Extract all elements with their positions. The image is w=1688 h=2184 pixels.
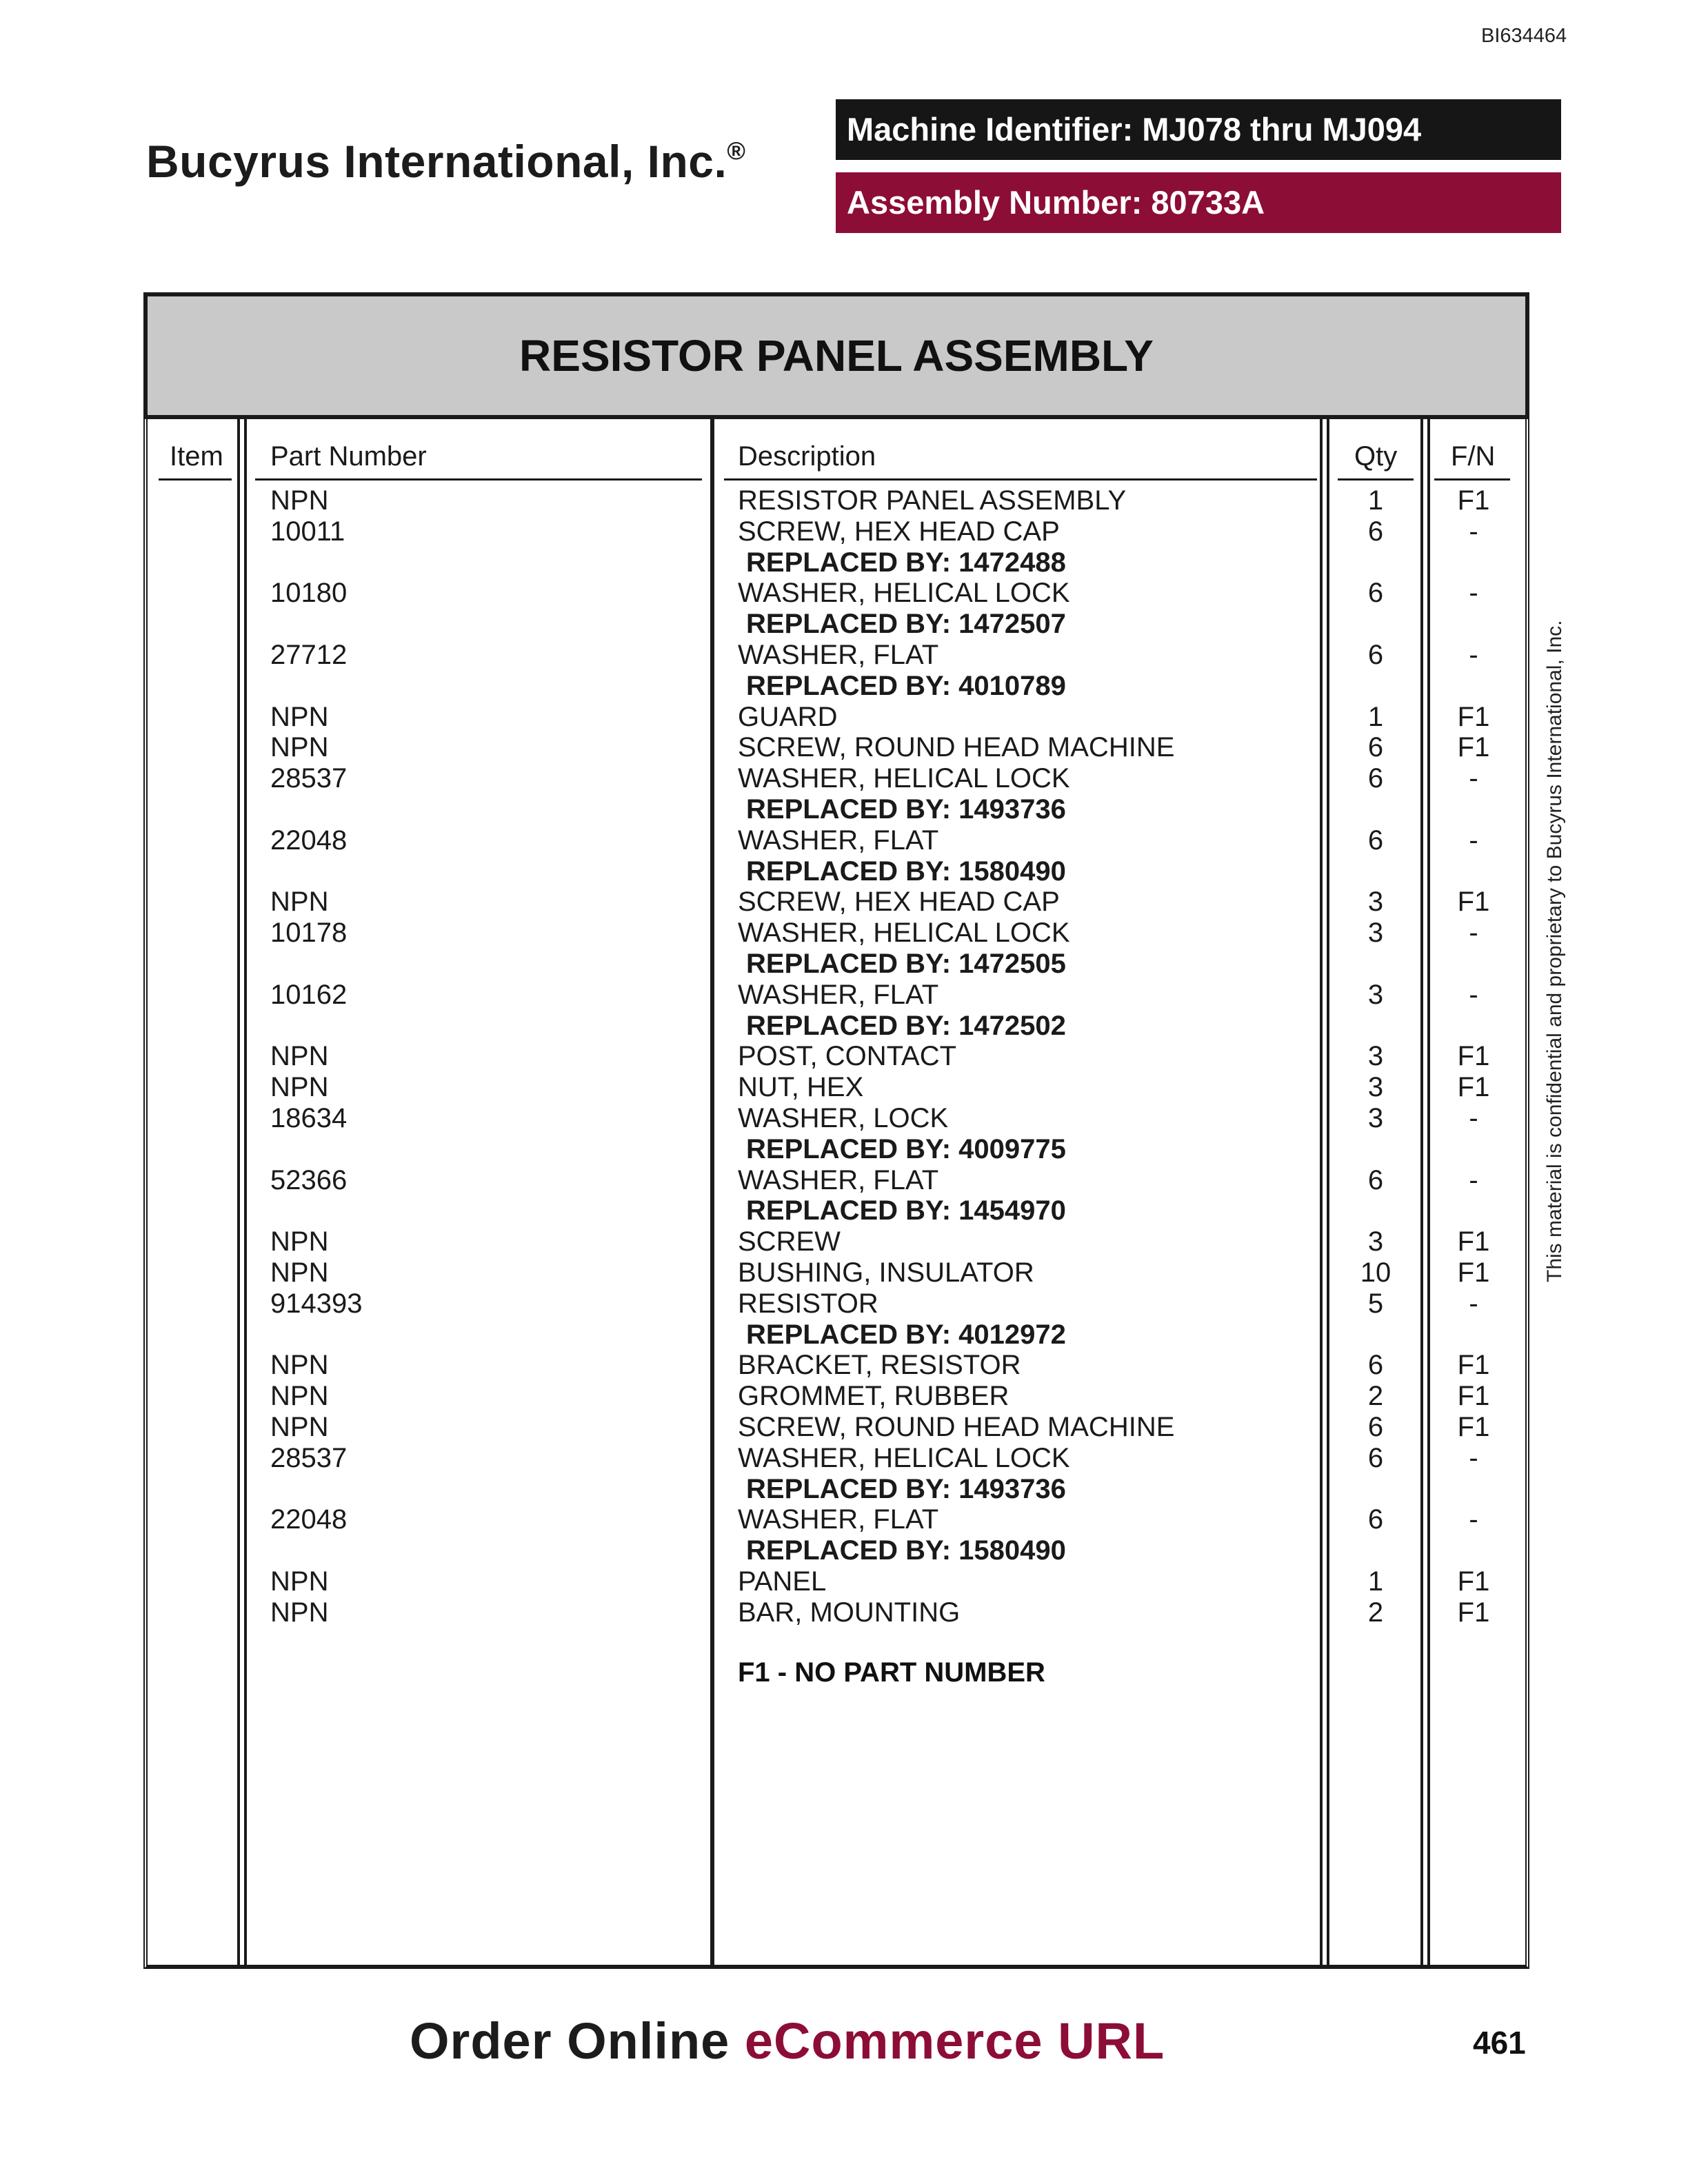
part-number-cell: NPN (270, 1257, 329, 1288)
replaced-by-note: REPLACED BY: 4009775 (746, 1133, 1066, 1164)
header-description: Description (738, 441, 876, 472)
qty-cell: 1 (1367, 701, 1384, 732)
replaced-by-note: REPLACED BY: 4012972 (746, 1319, 1066, 1350)
qty-cell: 3 (1367, 1041, 1384, 1072)
machine-identifier: Machine Identifier: MJ078 thru MJ094 (836, 99, 1561, 160)
qty-cell: 1 (1367, 1566, 1384, 1597)
part-number-cell: 22048 (270, 825, 348, 856)
replaced-by-note: REPLACED BY: 1580490 (746, 1535, 1066, 1566)
fn-cell: F1 (1457, 887, 1490, 918)
fn-cell: - (1469, 1504, 1478, 1535)
page-title: RESISTOR PANEL ASSEMBLY (143, 292, 1529, 419)
description-cell: NUT, HEX (738, 1072, 864, 1103)
fn-cell: - (1469, 640, 1478, 670)
confidentiality-note: This material is confidential and proprietary to Bucyrus International, Inc. (1543, 620, 1566, 1282)
part-number-cell: 28537 (270, 763, 348, 794)
ecommerce-url-text: eCommerce URL (744, 2012, 1165, 2070)
column-divider-item (237, 419, 247, 1969)
description-cell: WASHER, HELICAL LOCK (738, 763, 1070, 794)
part-number-cell: 914393 (270, 1288, 363, 1319)
description-cell: PANEL (738, 1566, 827, 1597)
fn-cell: - (1469, 918, 1478, 949)
fn-cell: - (1469, 763, 1478, 794)
order-online-link[interactable] (410, 2012, 1165, 2070)
part-number-cell: NPN (270, 1597, 329, 1628)
part-number-cell: 10011 (270, 516, 345, 547)
fn-cell: F1 (1457, 1412, 1490, 1442)
qty-cell: 10 (1360, 1257, 1391, 1288)
qty-cell: 3 (1367, 1072, 1384, 1103)
header-qty: Qty (1354, 441, 1398, 472)
order-online-text: Order Online (410, 2012, 745, 2070)
qty-cell: 6 (1367, 732, 1384, 763)
fn-cell: F1 (1457, 732, 1490, 763)
part-number-cell: 22048 (270, 1504, 348, 1535)
part-number-cell: 27712 (270, 640, 348, 670)
fn-cell: - (1469, 516, 1478, 547)
header-rule (724, 478, 1317, 481)
fn-cell: F1 (1457, 1350, 1490, 1381)
description-cell: WASHER, FLAT (738, 1504, 939, 1535)
replaced-by-note: REPLACED BY: 1472502 (746, 1010, 1066, 1041)
qty-cell: 6 (1367, 1412, 1384, 1442)
part-number-cell: NPN (270, 1412, 329, 1442)
fn-cell: - (1469, 578, 1478, 609)
part-number-cell: NPN (270, 1041, 329, 1072)
description-cell: WASHER, HELICAL LOCK (738, 578, 1070, 609)
description-cell: BUSHING, INSULATOR (738, 1257, 1034, 1288)
qty-cell: 6 (1367, 516, 1384, 547)
description-cell: RESISTOR PANEL ASSEMBLY (738, 485, 1127, 516)
description-cell: RESISTOR (738, 1288, 878, 1319)
replaced-by-note: REPLACED BY: 1472505 (746, 949, 1066, 979)
footnote: F1 - NO PART NUMBER (738, 1657, 1045, 1688)
qty-cell: 6 (1367, 1504, 1384, 1535)
fn-cell: F1 (1457, 485, 1490, 516)
fn-cell: - (1469, 1442, 1478, 1473)
part-number-cell: 10178 (270, 918, 348, 949)
replaced-by-note: REPLACED BY: 4010789 (746, 670, 1066, 701)
description-cell: GUARD (738, 701, 838, 732)
description-cell: WASHER, FLAT (738, 825, 939, 856)
part-number-cell: NPN (270, 1350, 329, 1381)
qty-cell: 3 (1367, 1103, 1384, 1133)
document-code: BI634464 (1481, 25, 1567, 47)
fn-cell: F1 (1457, 1226, 1490, 1257)
qty-cell: 6 (1367, 763, 1384, 794)
column-divider-qty (1420, 419, 1430, 1969)
part-number-cell: NPN (270, 701, 329, 732)
qty-cell: 2 (1367, 1381, 1384, 1412)
header-part-number: Part Number (270, 441, 427, 472)
description-cell: WASHER, FLAT (738, 1164, 939, 1195)
fn-cell: - (1469, 825, 1478, 856)
fn-cell: - (1469, 1103, 1478, 1133)
fn-cell: F1 (1457, 1257, 1490, 1288)
fn-cell: - (1469, 979, 1478, 1010)
fn-cell: F1 (1457, 1381, 1490, 1412)
part-number-cell: 10162 (270, 979, 348, 1010)
replaced-by-note: REPLACED BY: 1454970 (746, 1195, 1066, 1226)
description-cell: SCREW (738, 1226, 841, 1257)
description-cell: WASHER, FLAT (738, 640, 939, 670)
header-item: Item (170, 441, 223, 472)
part-number-cell: 10180 (270, 578, 348, 609)
description-cell: BRACKET, RESISTOR (738, 1350, 1021, 1381)
header-rule (159, 478, 232, 481)
part-number-cell: NPN (270, 485, 329, 516)
description-cell: SCREW, HEX HEAD CAP (738, 516, 1060, 547)
description-cell: WASHER, HELICAL LOCK (738, 1442, 1070, 1473)
qty-cell: 3 (1367, 1226, 1384, 1257)
qty-cell: 1 (1367, 485, 1384, 516)
assembly-number: Assembly Number: 80733A (836, 172, 1561, 233)
part-number-cell: NPN (270, 1381, 329, 1412)
description-cell: GROMMET, RUBBER (738, 1381, 1009, 1412)
part-number-cell: 18634 (270, 1103, 348, 1133)
description-cell: POST, CONTACT (738, 1041, 957, 1072)
part-number-cell: NPN (270, 732, 329, 763)
fn-cell: - (1469, 1164, 1478, 1195)
replaced-by-note: REPLACED BY: 1580490 (746, 856, 1066, 887)
qty-cell: 6 (1367, 578, 1384, 609)
description-cell: WASHER, FLAT (738, 979, 939, 1010)
qty-cell: 6 (1367, 1442, 1384, 1473)
replaced-by-note: REPLACED BY: 1493736 (746, 1473, 1066, 1504)
part-number-cell: NPN (270, 887, 329, 918)
page-number: 461 (1473, 2025, 1526, 2061)
part-number-cell: 28537 (270, 1442, 348, 1473)
replaced-by-note: REPLACED BY: 1493736 (746, 794, 1066, 825)
fn-cell: F1 (1457, 1072, 1490, 1103)
header-rule (1338, 478, 1414, 481)
description-cell: BAR, MOUNTING (738, 1597, 961, 1628)
column-divider-part (710, 419, 714, 1969)
qty-cell: 6 (1367, 825, 1384, 856)
fn-cell: F1 (1457, 1566, 1490, 1597)
qty-cell: 3 (1367, 887, 1384, 918)
registered-mark: ® (727, 136, 746, 165)
part-number-cell: NPN (270, 1072, 329, 1103)
replaced-by-note: REPLACED BY: 1472488 (746, 547, 1066, 578)
fn-cell: - (1469, 1288, 1478, 1319)
qty-cell: 5 (1367, 1288, 1384, 1319)
description-cell: SCREW, ROUND HEAD MACHINE (738, 1412, 1175, 1442)
qty-cell: 6 (1367, 1350, 1384, 1381)
description-cell: WASHER, HELICAL LOCK (738, 918, 1070, 949)
part-number-cell: NPN (270, 1226, 329, 1257)
company-name: Bucyrus International, Inc. (146, 136, 727, 187)
header-fn: F/N (1451, 441, 1496, 472)
qty-cell: 6 (1367, 640, 1384, 670)
header-rule (1434, 478, 1510, 481)
description-cell: WASHER, LOCK (738, 1103, 949, 1133)
description-cell: SCREW, ROUND HEAD MACHINE (738, 732, 1175, 763)
part-number-cell: 52366 (270, 1164, 348, 1195)
column-divider-desc (1320, 419, 1329, 1969)
fn-cell: F1 (1457, 1597, 1490, 1628)
replaced-by-note: REPLACED BY: 1472507 (746, 609, 1066, 640)
qty-cell: 3 (1367, 979, 1384, 1010)
qty-cell: 2 (1367, 1597, 1384, 1628)
description-cell: SCREW, HEX HEAD CAP (738, 887, 1060, 918)
fn-cell: F1 (1457, 701, 1490, 732)
qty-cell: 3 (1367, 918, 1384, 949)
qty-cell: 6 (1367, 1164, 1384, 1195)
header-rule (255, 478, 702, 481)
part-number-cell: NPN (270, 1566, 329, 1597)
fn-cell: F1 (1457, 1041, 1490, 1072)
company-logo (146, 135, 745, 188)
